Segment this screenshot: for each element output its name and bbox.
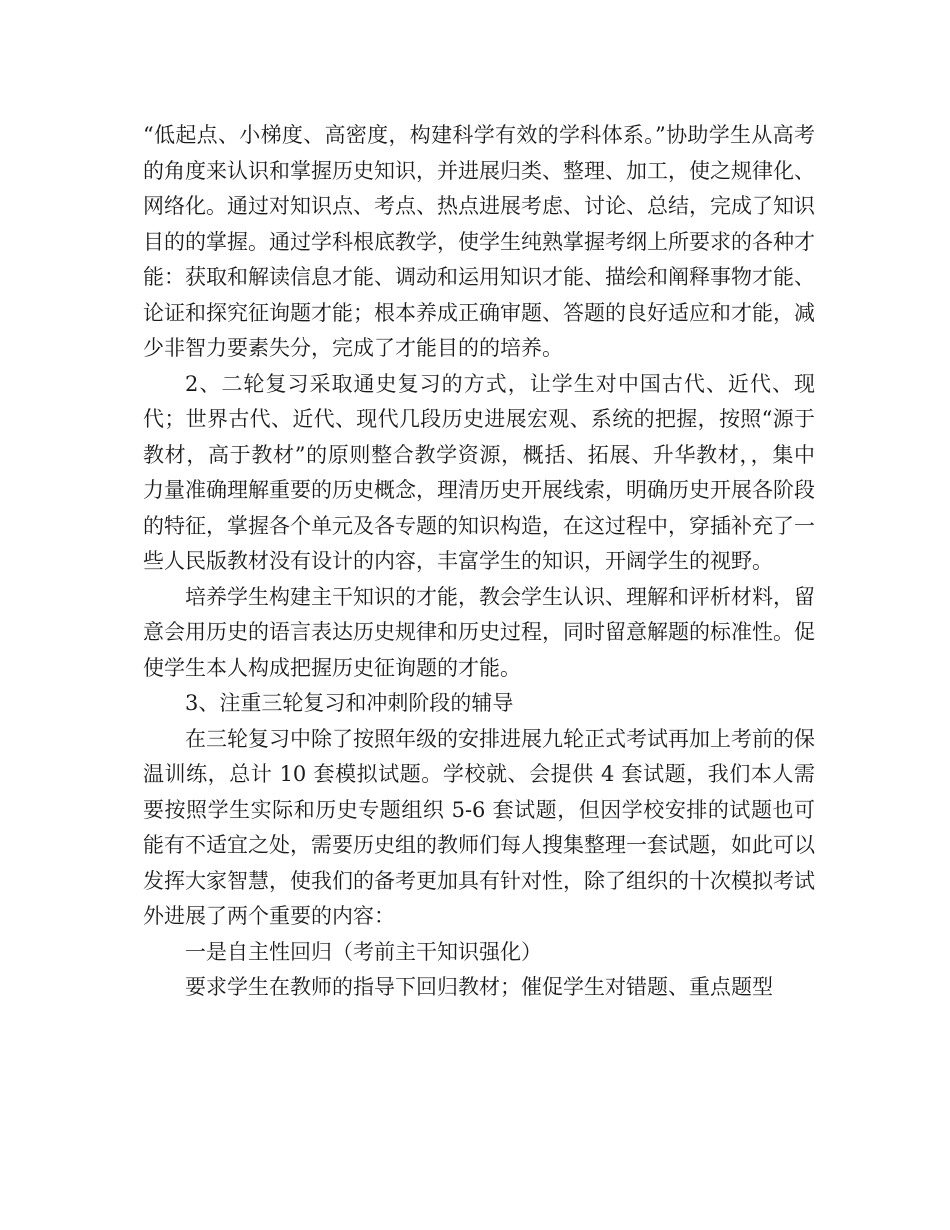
paragraph-2: 2、二轮复习采取通史复习的方式，让学生对中国古代、近代、现代；世界古代、近代、现代几段历史进展宏观、系统的把握，按照“源于教材，高于教材”的原则整合教学资源，概括、拓展、升华教材，，集中力量准确理解重要的历史概念，理清历史开展线索，明确历史开展各阶段的特征，掌握各个单元及各专题的知识构造，在这过程中，穿插补充了一些人民版教材没有设计的内容，丰富学生的知识，开阔学生的视野。 (143, 371, 815, 573)
subheading-1: 一是自主性回归（考前主干知识强化） (185, 939, 542, 964)
paragraph-3: 培养学生构建主干知识的才能，教会学生认识、理解和评析材料，留意会用历史的语言表达历史规律和历史过程，同时留意解题的标准性。促使学生本人构成把握历史征询题的才能。 (143, 584, 815, 680)
paragraph-4: 在三轮复习中除了按照年级的安排进展九轮正式考试再加上考前的保温训练，总计 10 套模拟试题。学校就、会提供 4 套试题，我们本人需要按照学生实际和历史专题组织 5-6 套试题，但因学校安排的试题也可能有不适宜之处，需要历史组的教师们每人搜集整理一套试题，如此可以发挥大家智慧，使我们的备考更加具有针对性，除了组织的十次模拟考试外进展了两个重要的内容： (143, 726, 815, 928)
paragraph-1: “低起点、小梯度、高密度，构建科学有效的学科体系。”协助学生从高考的角度来认识和掌握历史知识，并进展归类、整理、加工，使之规律化、网络化。通过对知识点、考点、热点进展考虑、讨论、总结，完成了知识目的的掌握。通过学科根底教学，使学生纯熟掌握考纲上所要求的各种才能：获取和解读信息才能、调动和运用知识才能、描绘和阐释事物才能、论证和探究征询题才能；根本养成正确审题、答题的良好适应和才能，减少非智力要素失分，完成了才能目的的培养。 (143, 123, 815, 360)
paragraph-5: 要求学生在教师的指导下回归教材；催促学生对错题、重点题型 (185, 975, 773, 999)
section-heading-3: 3、注重三轮复习和冲刺阶段的辅导 (185, 691, 514, 715)
document-body (143, 118, 815, 1006)
